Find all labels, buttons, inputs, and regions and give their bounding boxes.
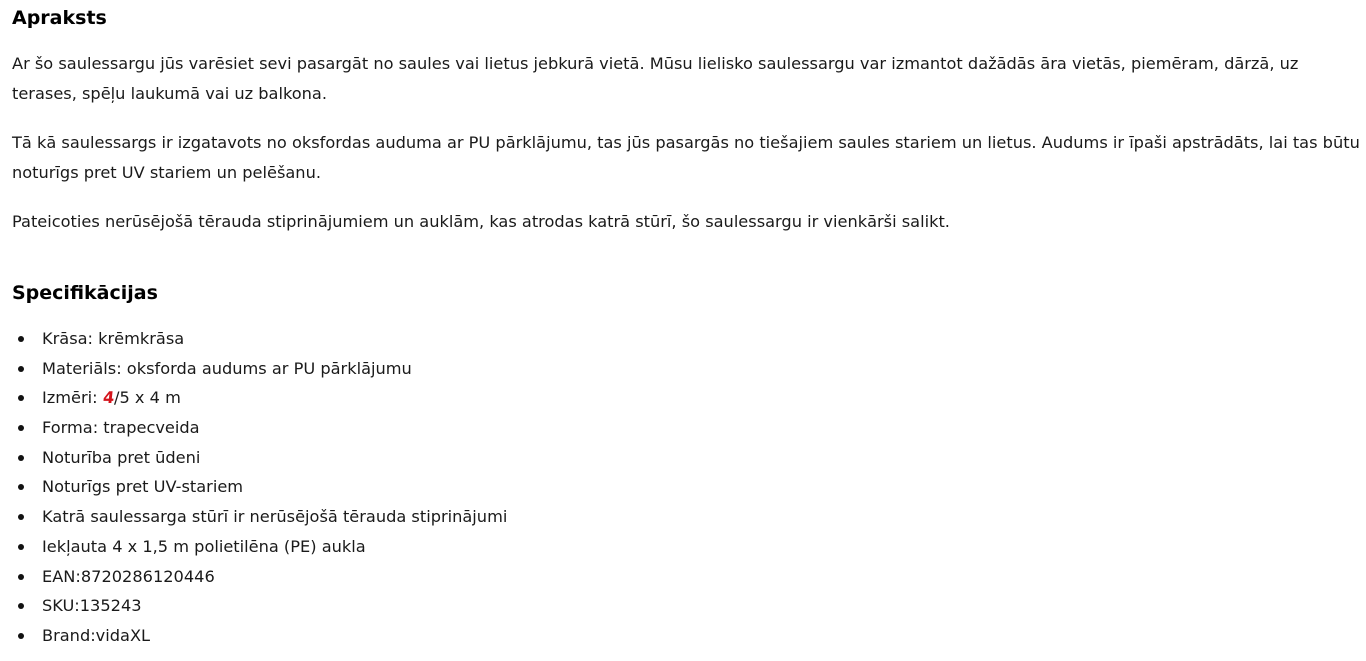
bullet-icon: [18, 603, 24, 609]
spec-item-text: Brand:vidaXL: [42, 625, 151, 645]
spec-item-text: Iekļauta 4 x 1,5 m polietilēna (PE) aukla: [42, 536, 366, 556]
description-paragraph: Ar šo saulessargu jūs varēsiet sevi pasargāt no saules vai lietus jebkurā vietā. Mūsu lielisko saulessargu var izmantot dažādās āra vietās, piemēram, dārzā, uz terases, spēļu laukumā vai uz balkona.: [12, 54, 1299, 103]
description-paragraph: Pateicoties nerūsējošā tērauda stiprinājumiem un auklām, kas atrodas katrā stūrī, šo saulessargu ir vienkārši salikt.: [12, 212, 950, 231]
spec-item: [12, 621, 507, 651]
specifications-heading: Specifikācijas: [12, 282, 158, 304]
spec-item-text: Noturīgs pret UV-stariem: [42, 477, 244, 497]
spec-item: [12, 383, 507, 413]
spec-item: [12, 472, 507, 502]
spec-item: [12, 532, 507, 562]
bullet-icon: [18, 484, 24, 490]
spec-item-text: Krāsa: krēmkrāsa: [42, 329, 185, 348]
spec-item-prefix: Izmēri:: [42, 388, 103, 408]
specifications-list: [12, 324, 507, 651]
description-paragraph: Tā kā saulessargs ir izgatavots no oksfordas auduma ar PU pārklājumu, tas jūs pasargās no tiešajiem saules stariem un lietus. Audums ir īpaši apstrādāts, lai tas būtu noturīgs pret UV stariem un pelēšanu.: [12, 133, 1360, 182]
spec-item-text: Forma: trapecveida: [42, 418, 200, 438]
bullet-icon: [18, 455, 24, 461]
spec-item: [12, 591, 507, 621]
bullet-icon: [18, 633, 24, 639]
bullet-icon: [18, 425, 24, 431]
bullet-icon: [18, 574, 24, 580]
red-annotation-mark: 4: [101, 388, 116, 408]
description-heading: Apraksts: [12, 7, 107, 29]
spec-item: [12, 324, 507, 354]
spec-item-text: Katrā saulessarga stūrī ir nerūsējošā tērauda stiprinājumi: [42, 507, 508, 527]
spec-item-rest: /5 x 4 m: [114, 388, 181, 408]
bullet-icon: [18, 366, 24, 372]
bullet-icon: [18, 514, 24, 520]
spec-item-text: SKU:135243: [42, 596, 142, 616]
spec-item: [12, 502, 507, 532]
bullet-icon: [18, 544, 24, 550]
bullet-icon: [18, 395, 24, 401]
spec-item: [12, 413, 507, 443]
spec-item: [12, 562, 507, 592]
spec-item-text: Noturība pret ūdeni: [42, 447, 201, 467]
spec-item-text: Materiāls: oksforda audums ar PU pārklājumu: [42, 358, 412, 378]
bullet-icon: [18, 336, 24, 342]
spec-item: [12, 443, 507, 473]
spec-item: [12, 354, 507, 384]
spec-item-text: EAN:8720286120446: [42, 566, 215, 586]
